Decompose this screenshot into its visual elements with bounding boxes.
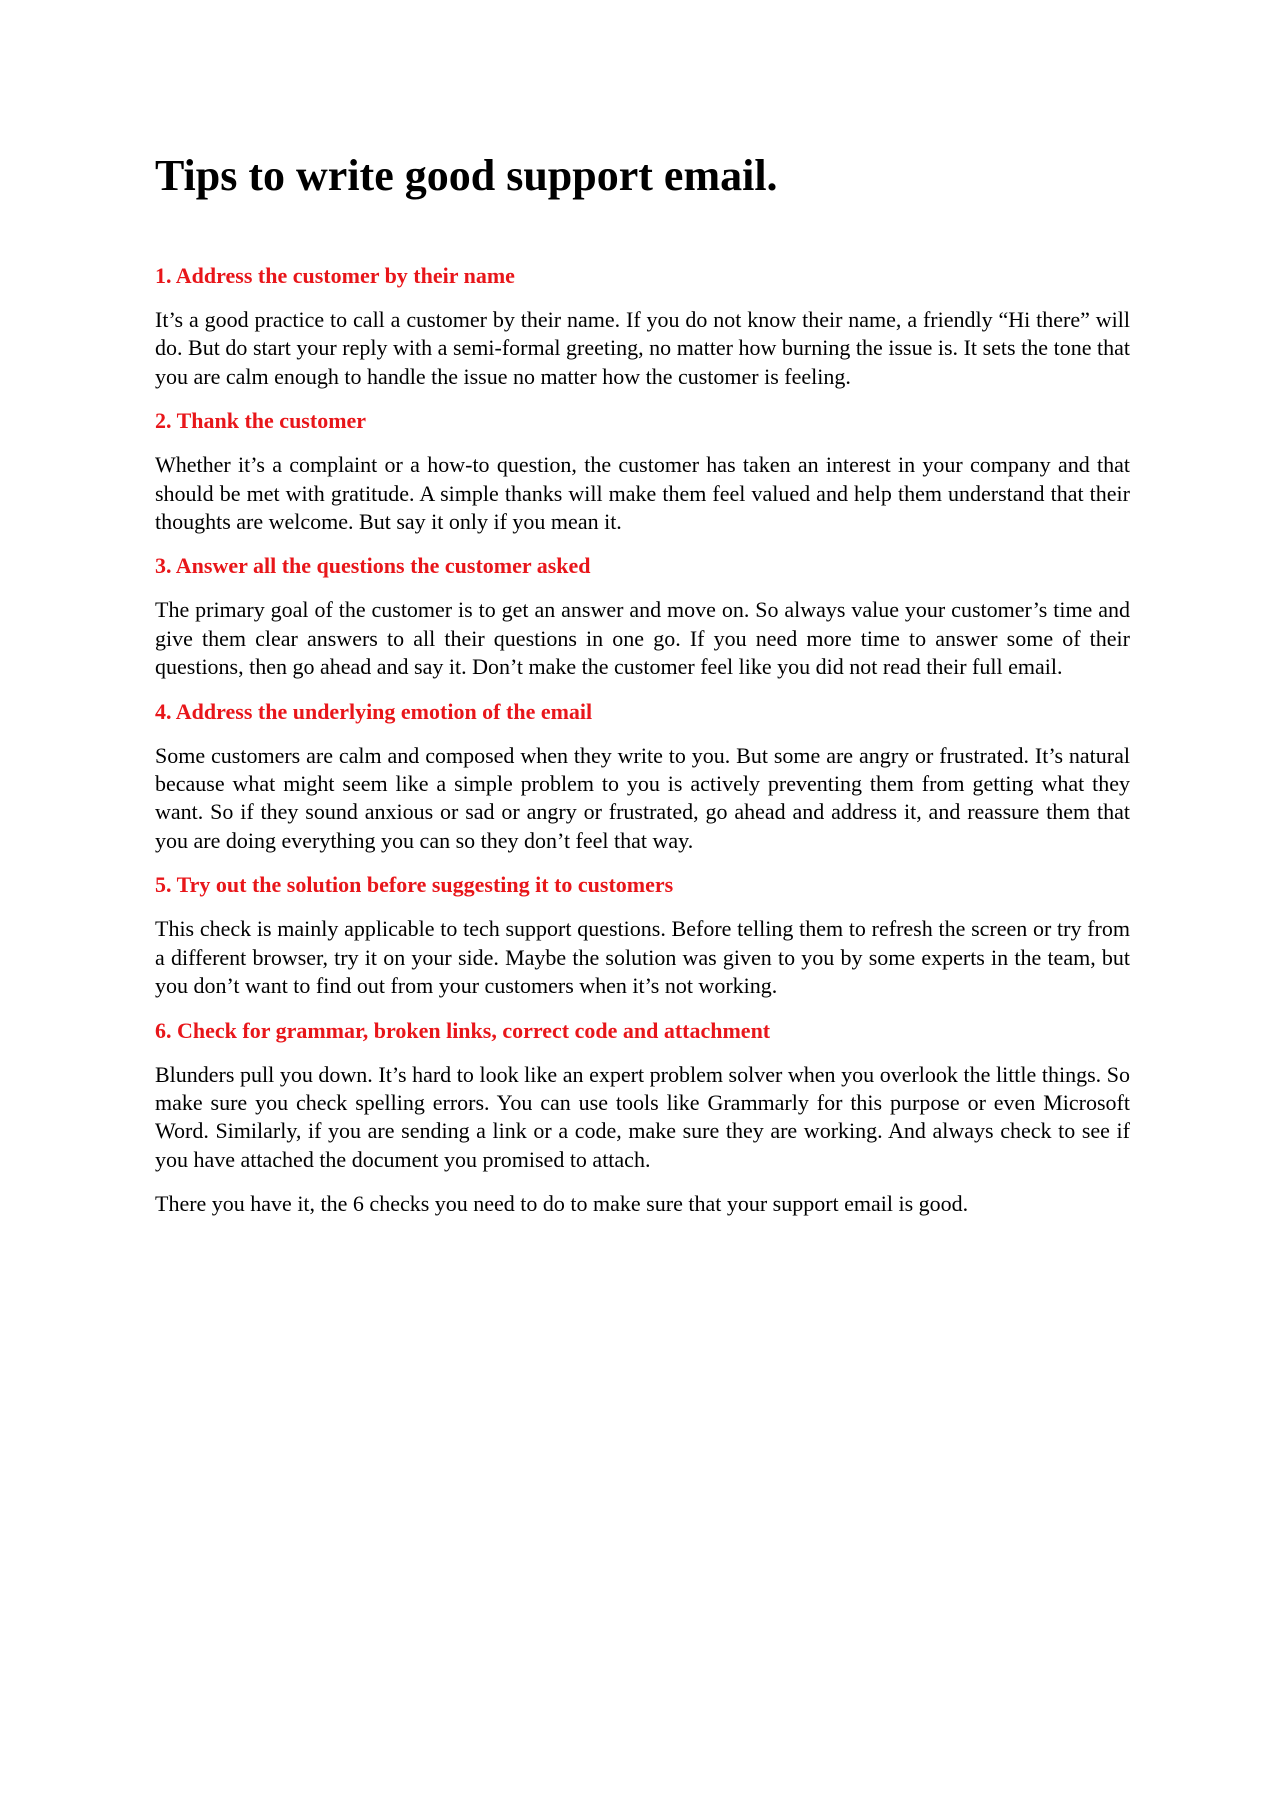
section-body: It’s a good practice to call a customer by their name. If you do not know their name, a friendly “Hi there” will do. But do start your reply with a semi-formal greeting, no matter how burning the issue is. It sets the tone that you are calm enough to handle the issue no matter how the customer is feeling. xyxy=(155,307,1130,389)
section-heading: 4. Address the underlying emotion of the email xyxy=(155,698,593,724)
section-5 xyxy=(155,871,1130,1000)
section-heading: 1. Address the customer by their name xyxy=(155,263,515,288)
page-title: Tips to write good support email. xyxy=(155,151,778,200)
section-4 xyxy=(155,698,1130,856)
section-body: The primary goal of the customer is to get an answer and move on. So always value your customer’s time and give them clear answers to all their questions in one go. If you need more time to answer some of their questions, then go ahead and say it. Don’t make the customer feel like you did not read their full email. xyxy=(155,597,1130,680)
section-body: Blunders pull you down. It’s hard to look like an expert problem solver when you overlook the little things. So make sure you check spelling errors. You can use tools like Grammarly for this purpose or even Microsoft Word. Similarly, if you are sending a link or a code, make sure they are working. And always check to see if you have attached the document you promised to attach. xyxy=(155,1061,1130,1172)
section-body: Whether it’s a complaint or a how-to question, the customer has taken an interest in your company and that should be met with gratitude. A simple thanks will make them feel valued and help them understand that their thoughts are welcome. But say it only if you mean it. xyxy=(155,452,1130,535)
section-heading: 6. Check for grammar, broken links, correct code and attachment xyxy=(155,1017,771,1043)
section-3 xyxy=(155,552,1130,681)
document-body xyxy=(155,262,1130,1235)
section-body: This check is mainly applicable to tech support questions. Before telling them to refresh the screen or try from a different browser, try it on your side. Maybe the solution was given to you by some experts in the team, but you don’t want to find out from your customers when it’s not working. xyxy=(155,916,1130,999)
section-body: Some customers are calm and composed when they write to you. But some are angry or frustrated. It’s natural because what might seem like a simple problem to you is actively preventing them from getting what they want. So if they sound anxious or sad or angry or frustrated, go ahead and address it, and reassure them that you are doing everything you can so they don’t feel that way. xyxy=(155,742,1130,853)
section-heading: 5. Try out the solution before suggesting it to customers xyxy=(155,872,674,898)
section-6 xyxy=(155,1017,1130,1175)
section-1 xyxy=(155,262,1130,391)
section-heading: 3. Answer all the questions the customer asked xyxy=(155,553,591,579)
closing-paragraph: There you have it, the 6 checks you need to do to make sure that your support email is good. xyxy=(155,1191,969,1217)
section-heading: 2. Thank the customer xyxy=(155,408,367,434)
section-2 xyxy=(155,407,1130,536)
